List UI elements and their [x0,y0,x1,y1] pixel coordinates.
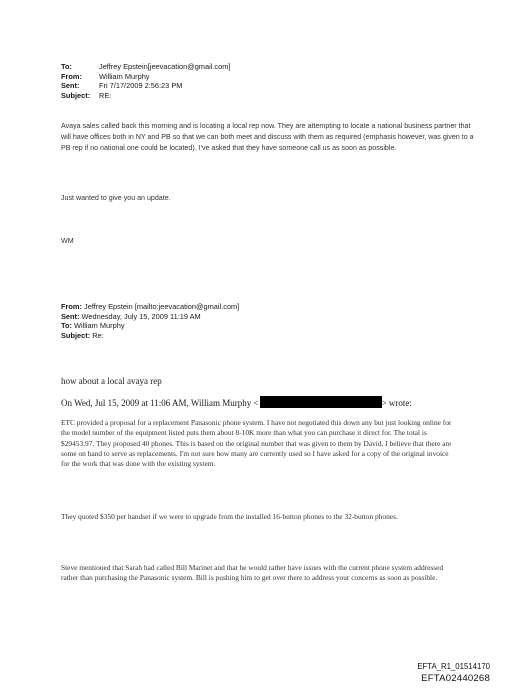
attribution-prefix: On Wed, Jul 15, 2009 at 11:06 AM, William Murphy < [61,398,259,408]
quoted-from-row [61,302,239,312]
quoted-to-value: William Murphy [74,321,125,331]
quoted-message: how about a local avaya rep [61,376,162,386]
sent-row [61,81,230,91]
quoted-subject-label: Subject: [61,330,91,340]
footer-code-2: EFTA02440268 [421,673,490,684]
redaction-box [260,396,382,408]
sent-label: Sent: [61,81,80,91]
quoted-header [61,302,239,340]
quoted-paragraph-3: Steve mentioned that Sarah had called Bill Marinet and that he would rather have issues with the current phone system addressed rather than purchasing the Panasonic system. Bill is pushing him to get over there to address your concerns as soon as possible. [61,563,444,583]
from-row [61,72,230,82]
from-value: William Murphy [99,71,150,81]
quoted-subject-value: Re: [92,330,104,340]
reply-paragraph-2: Just wanted to give you an update. [61,194,171,202]
reply-paragraph-1: Avaya sales called back this morning and is locating a local rep now. They are attempting to locate a national business partner that will have offices both in NY and PB so that we can both meet and discuss with them as required (emphasis however, was given to a PB rep if no national one could be located). I've asked that they have someone call us as soon as possible. [61,122,474,152]
quoted-to-row [61,321,239,331]
attribution-suffix: > wrote: [381,398,412,408]
quoted-sent-row [61,312,239,322]
to-value: Jeffrey Epstein[jeevacation@gmail.com] [99,62,231,71]
quoted-to-label: To: [61,321,72,331]
to-label: To: [61,62,72,71]
footer-code-1: EFTA_R1_01514170 [417,662,490,671]
quoted-from-label: From: [61,302,82,311]
email-header [61,62,230,100]
quoted-paragraph-1: ETC provided a proposal for a replacement Panasonic phone system. I have not negotiated this down any but just looking online for the model number of the equipment listed puts them about 8-10K more than what you can purchase it direct for. The total is $29453.97. They proposed 40 phones. This is based on the original number that was given to them by David. I believe that there are some on hand to serve as replacements. I'm not sure how many are currently used so I have asked for a copy of the original invoice for the work that was done with the existing system. [61,418,452,469]
quoted-sent-value: Wednesday, July 15, 2009 11:19 AM [81,311,201,321]
quoted-subject-row [61,331,239,341]
quoted-paragraph-2: They quoted $350 per handset if we were to upgrade from the installed 16-button phones to the 32-button phones. [61,512,398,521]
quoted-from-value: Jeffrey Epstein [mailto:jeevacation@gmail.com] [84,302,240,311]
reply-signature: WM [61,237,74,245]
quoted-attribution [61,396,412,409]
subject-label: Subject: [61,90,91,100]
subject-value: RE: [99,90,112,100]
subject-row [61,91,230,101]
to-row [61,62,230,72]
sent-value: Fri 7/17/2009 2:56:23 PM [99,81,183,91]
from-label: From: [61,71,82,81]
quoted-sent-label: Sent: [61,311,80,321]
